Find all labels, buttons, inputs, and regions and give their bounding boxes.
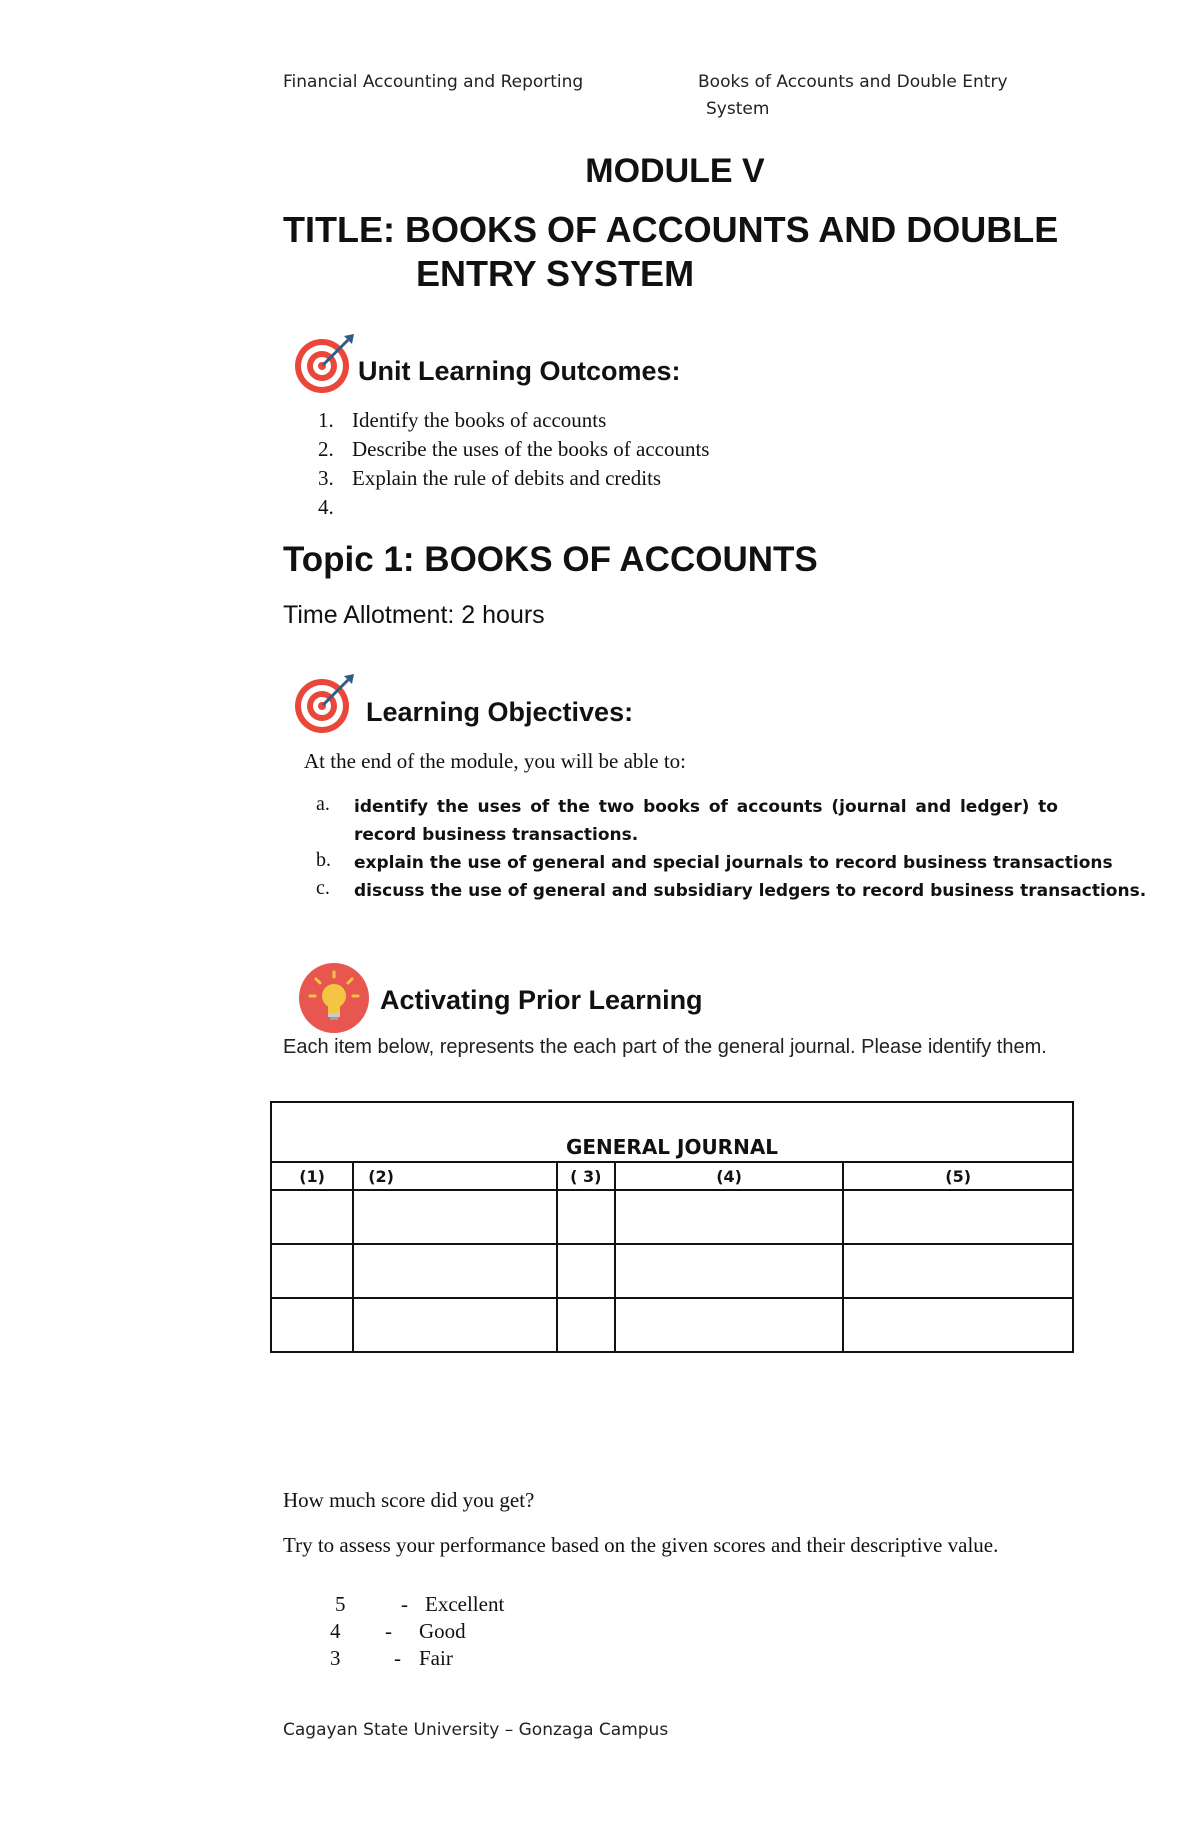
score-question: How much score did you get? (283, 1488, 535, 1512)
list-item: a. identify the uses of the two books of accounts (journal and ledger) to record business transactions. (316, 793, 1058, 845)
time-allotment: Time Allotment: 2 hours (283, 601, 545, 629)
module-title-line1: TITLE: BOOKS OF ACCOUNTS AND DOUBLE (283, 209, 1059, 250)
unit-outcomes-heading: Unit Learning Outcomes: (358, 356, 681, 386)
table-row (271, 1244, 1073, 1298)
topic-title: Topic 1: BOOKS OF ACCOUNTS (283, 540, 818, 579)
lightbulb-icon (298, 962, 370, 1034)
general-journal-table (270, 1101, 1074, 1353)
running-header-left: Financial Accounting and Reporting (283, 72, 584, 92)
prior-learning-instructions: Each item below, represents the each part of the general journal. Please identify them. (283, 1036, 1047, 1058)
objectives-list (316, 793, 1147, 903)
running-header-right-line1: Books of Accounts and Double Entry (698, 72, 1008, 92)
module-title-line2: ENTRY SYSTEM (416, 253, 695, 294)
column-header: (1) (271, 1162, 353, 1190)
target-icon (292, 670, 358, 736)
target-icon (292, 330, 358, 396)
column-header: ( 3) (557, 1162, 615, 1190)
table-title: GENERAL JOURNAL (271, 1102, 1073, 1162)
score-scale: 5 - Excellent 4 - Good 3 - Fair (330, 1592, 505, 1670)
unit-outcomes-list: 1. Identify the books of accounts 2. Describe the uses of the books of accounts 3. Explain the rule of debits and credits 4. (318, 408, 710, 519)
table-row (271, 1190, 1073, 1244)
column-header: (5) (843, 1162, 1073, 1190)
module-label: MODULE V (585, 152, 765, 190)
list-item: b. explain the use of general and special journals to record business transactions (316, 849, 1113, 873)
list-item: c. discuss the use of general and subsidiary ledgers to record business transactions. (316, 877, 1147, 901)
running-header-right-line2: System (706, 99, 770, 119)
table-row (271, 1298, 1073, 1352)
objectives-intro: At the end of the module, you will be able to: (304, 749, 686, 773)
objectives-heading: Learning Objectives: (366, 697, 634, 727)
page-footer: Cagayan State University – Gonzaga Campus (283, 1720, 669, 1740)
column-header: (4) (615, 1162, 844, 1190)
column-header: (2) (353, 1162, 556, 1190)
score-instructions: Try to assess your performance based on the given scores and their descriptive value. (283, 1533, 999, 1557)
prior-learning-heading: Activating Prior Learning (380, 985, 703, 1015)
